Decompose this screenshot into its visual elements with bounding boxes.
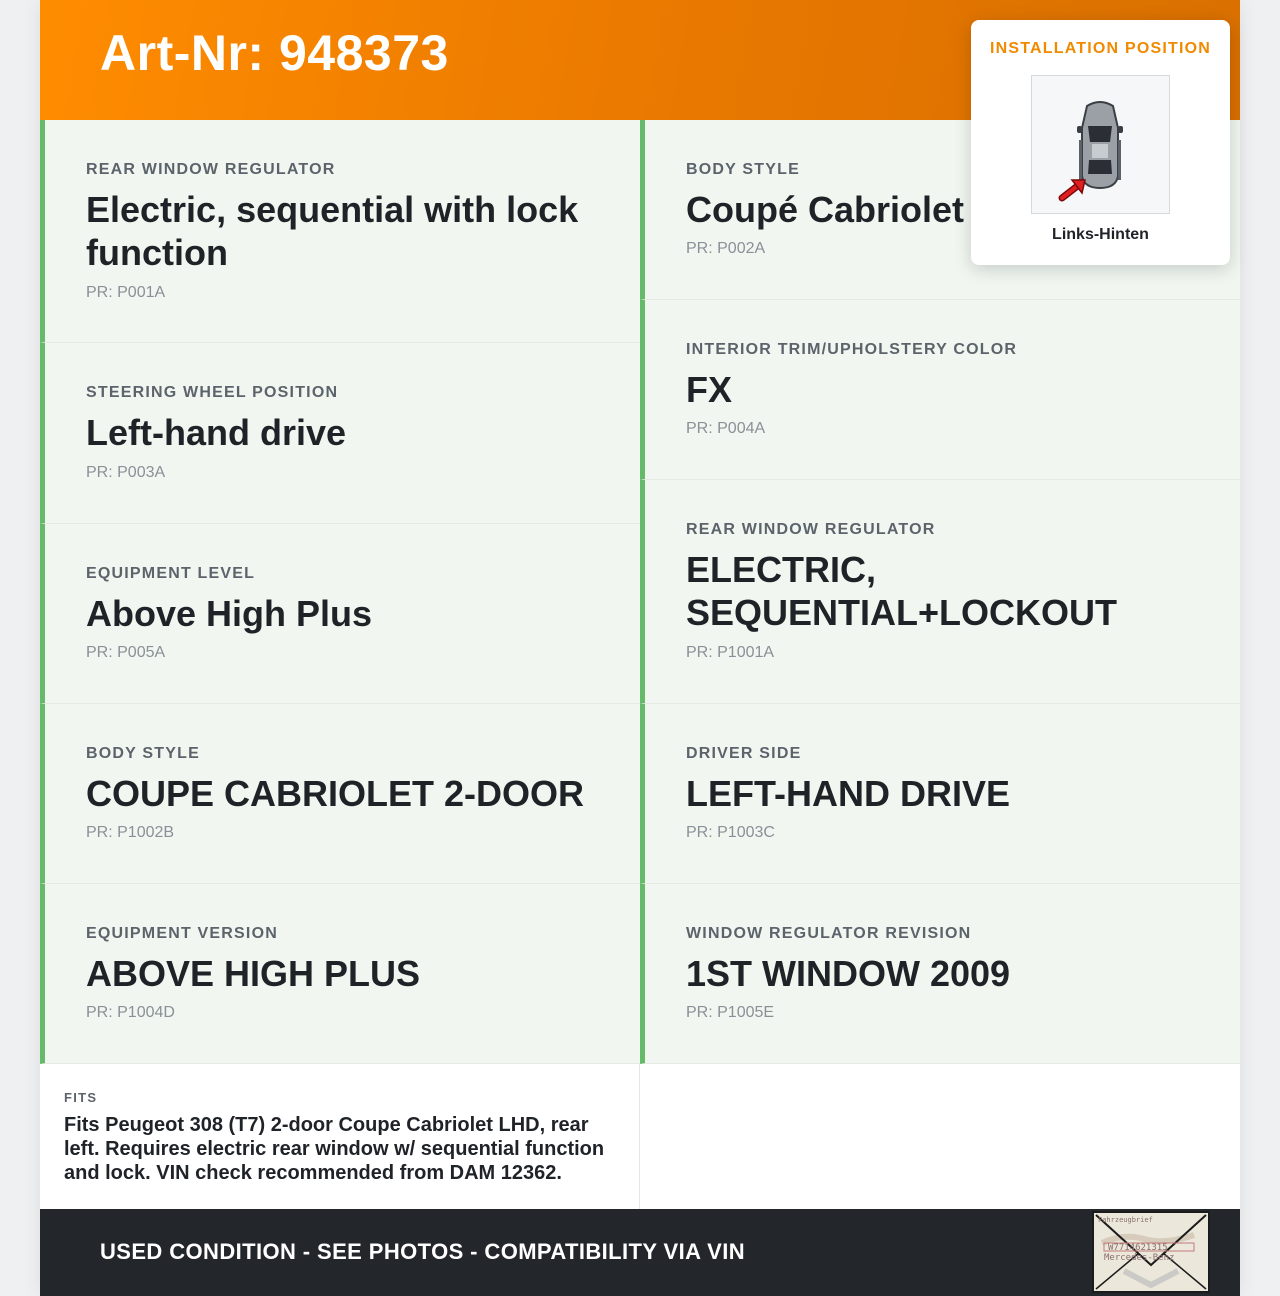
attribute-label: INTERIOR TRIM/UPHOLSTERY COLOR (686, 341, 1018, 358)
spec-sheet (40, 0, 1240, 1296)
footer-bar (40, 1209, 1240, 1296)
attribute-value: ELECTRIC, SEQUENTIAL+LOCKOUT (686, 549, 1118, 633)
attribute-pr-code: PR: P1005E (686, 1004, 775, 1021)
vehicle-document-thumbnail (1092, 1211, 1210, 1293)
attribute-cell (640, 884, 1240, 1064)
attribute-value: Coupé Cabriolet (686, 189, 965, 230)
attribute-cell (40, 343, 640, 524)
attribute-pr-code: PR: P001A (86, 284, 166, 301)
condition-notice: USED CONDITION - SEE PHOTOS - COMPATIBILITY VIA VIN (100, 1239, 746, 1264)
stamp-text-vin: W7714621315 (1108, 1243, 1168, 1253)
attribute-value: FX (686, 369, 733, 410)
attribute-pr-code: PR: P002A (686, 240, 766, 257)
fits-section (40, 1064, 640, 1209)
attribute-label: WINDOW REGULATOR REVISION (686, 925, 972, 942)
attribute-cell (640, 480, 1240, 704)
attribute-value: LEFT-HAND DRIVE (686, 773, 1010, 814)
fits-description: Fits Peugeot 308 (T7) 2-door Coupe Cabriolet LHD, rear left. Requires electric rear window w/ sequential function and lock. VIN check recommended from DAM 12362. (64, 1114, 605, 1184)
attribute-label: REAR WINDOW REGULATOR (686, 521, 936, 538)
installation-position-value: Links-Hinten (1052, 226, 1149, 243)
fits-label: FITS (64, 1090, 98, 1105)
installation-position-title: INSTALLATION POSITION (989, 40, 1212, 57)
stamp-text-make: Mercedes-Benz (1104, 1253, 1175, 1263)
attribute-value: COUPE CABRIOLET 2-DOOR (86, 773, 585, 814)
attribute-cell (40, 884, 640, 1064)
attribute-label: BODY STYLE (686, 161, 800, 178)
attribute-pr-code: PR: P1001A (686, 644, 775, 661)
stamp-text-top: Fahrzeugbrief (1098, 1216, 1153, 1224)
attribute-label: BODY STYLE (86, 745, 200, 762)
attribute-pr-code: PR: P1004D (86, 1004, 175, 1021)
attribute-label: STEERING WHEEL POSITION (86, 384, 339, 401)
attribute-cell (640, 300, 1240, 480)
attribute-pr-code: PR: P004A (686, 420, 766, 437)
attribute-value: Left-hand drive (86, 412, 347, 453)
attribute-label: EQUIPMENT VERSION (86, 925, 278, 942)
attribute-label: REAR WINDOW REGULATOR (86, 161, 336, 178)
attribute-cell (40, 120, 640, 343)
car-position-diagram (1031, 75, 1170, 214)
attribute-pr-code: PR: P1003C (686, 824, 775, 841)
attribute-label: DRIVER SIDE (686, 745, 802, 762)
attributes-column-left (40, 120, 640, 1064)
attribute-cell (40, 704, 640, 884)
installation-position-card (971, 20, 1230, 265)
attribute-pr-code: PR: P005A (86, 644, 166, 661)
attribute-label: EQUIPMENT LEVEL (86, 565, 256, 582)
attribute-pr-code: PR: P1002B (86, 824, 175, 841)
car-top-view-icon (1032, 76, 1169, 213)
attribute-cell (40, 524, 640, 704)
article-number-title: Art-Nr: 948373 (100, 25, 449, 81)
attribute-value: ABOVE HIGH PLUS (86, 953, 421, 994)
attribute-cell (640, 704, 1240, 884)
attribute-value: Electric, sequential with lock function (86, 189, 579, 273)
attribute-value: Above High Plus (86, 593, 373, 634)
attribute-value: 1ST WINDOW 2009 (686, 953, 1011, 994)
attribute-pr-code: PR: P003A (86, 464, 166, 481)
